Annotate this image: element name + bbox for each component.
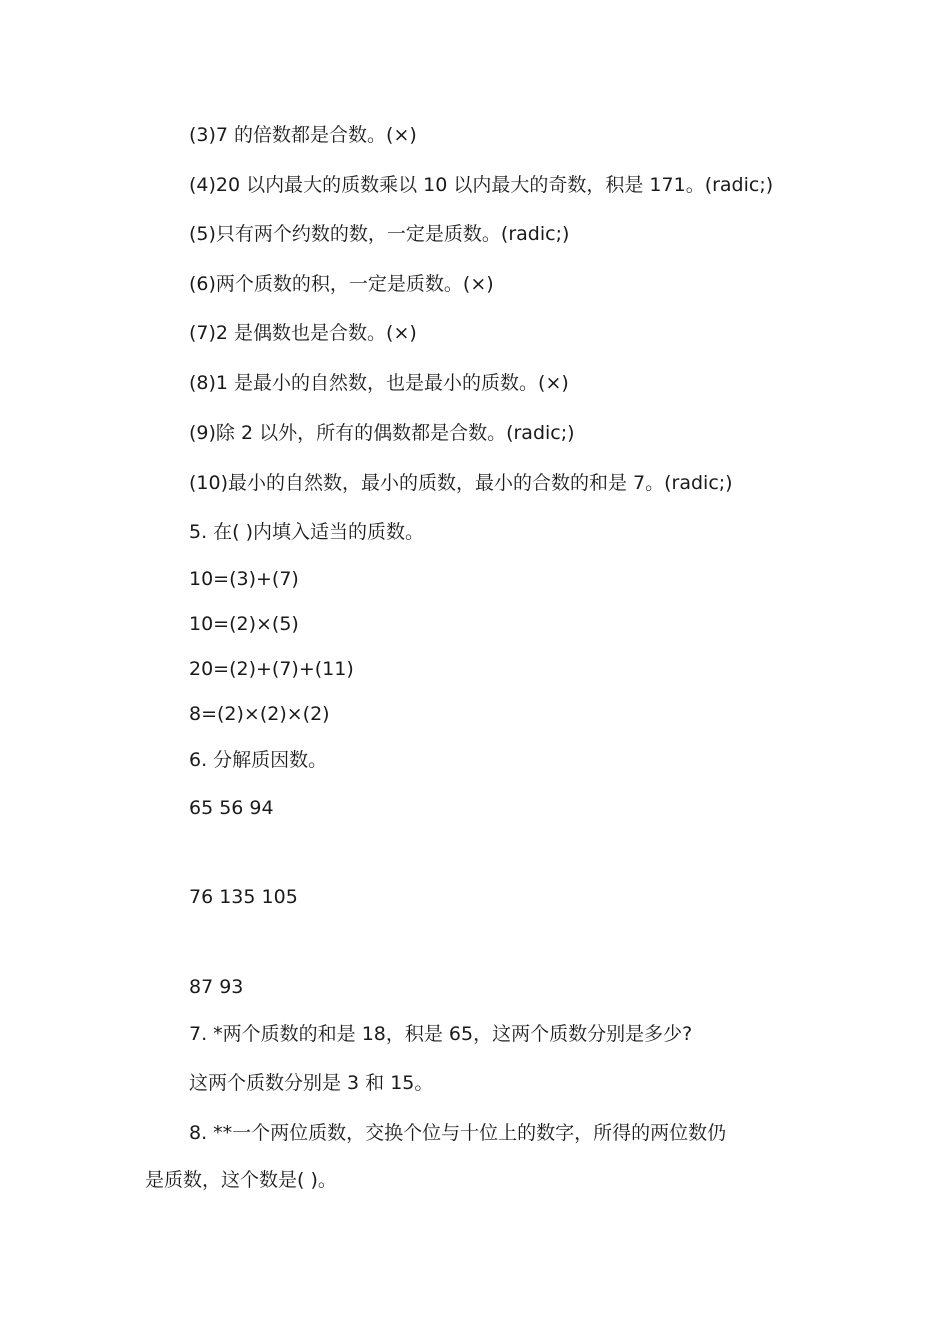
question-5-line: 10=(2)×(5) [189, 613, 299, 635]
question-7-heading: 7. *两个质数的和是 18，积是 65，这两个质数分别是多少? [189, 1023, 693, 1045]
judgment-item-5: (5)只有两个约数的数，一定是质数。(radic;) [189, 223, 570, 245]
question-8-line-2: 是质数，这个数是( )。 [145, 1169, 337, 1191]
question-6-numbers-row: 65 56 94 [189, 797, 274, 819]
question-5-heading: 5. 在( )内填入适当的质数。 [189, 521, 425, 543]
question-5-line: 8=(2)×(2)×(2) [189, 703, 330, 725]
question-6-numbers-row: 76 135 105 [189, 886, 298, 908]
judgment-item-8: (8)1 是最小的自然数，也是最小的质数。(×) [189, 372, 569, 394]
judgment-item-10: (10)最小的自然数，最小的质数，最小的合数的和是 7。(radic;) [189, 472, 733, 494]
question-5-line: 20=(2)+(7)+(11) [189, 658, 354, 680]
judgment-item-3: (3)7 的倍数都是合数。(×) [189, 124, 417, 146]
judgment-item-7: (7)2 是偶数也是合数。(×) [189, 322, 417, 344]
judgment-item-6: (6)两个质数的积，一定是质数。(×) [189, 273, 494, 295]
judgment-item-4: (4)20 以内最大的质数乘以 10 以内最大的奇数，积是 171。(radic;) [189, 174, 774, 196]
question-6-numbers-row: 87 93 [189, 976, 244, 998]
question-8-line-1: 8. **一个两位质数，交换个位与十位上的数字，所得的两位数仍 [189, 1122, 727, 1144]
judgment-item-9: (9)除 2 以外，所有的偶数都是合数。(radic;) [189, 422, 575, 444]
question-6-heading: 6. 分解质因数。 [189, 749, 328, 771]
question-7-answer: 这两个质数分别是 3 和 15。 [189, 1072, 434, 1094]
question-5-line: 10=(3)+(7) [189, 568, 299, 590]
